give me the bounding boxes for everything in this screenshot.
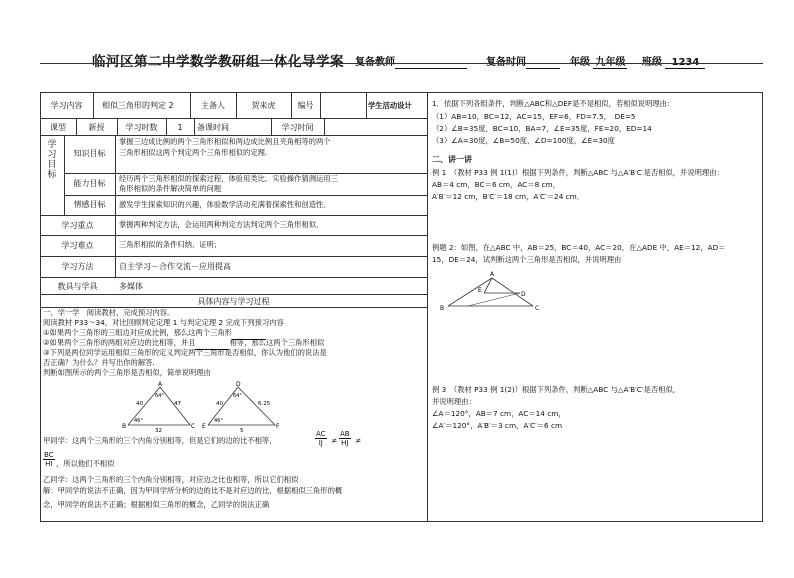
process-line-7: 判断如图所示的两个三角形是否相似，简单说明理由 [43,368,211,377]
row-line [64,195,427,196]
tri2-top-angle: 64° [233,393,242,399]
fraction-ac-denominator: IJ [318,439,323,447]
grade-label: 年级 [570,57,590,68]
tri1-side-base: 32 [155,428,162,432]
hours-label: 学习时数 [125,123,158,132]
row-line [40,135,427,136]
process-line-5: ③下列是两位同学运用相似三角形的定义判定两个三角形是否相似，你认为他们的说法是 [43,348,327,357]
triangles-figure [110,380,310,432]
fig-vertex-a: A [490,271,495,278]
row-line [40,277,427,278]
not-equal-sign-2: ≠ [355,436,362,445]
process-line-1: 一、学一学 阅读教材，完成预习内容。 [43,308,175,317]
cell-line [115,135,116,277]
content-label: 学习内容 [50,101,83,110]
student-jia-statement: 甲同学：这两个三角形的三个内角分别相等，但是它们的边的比不相等， [43,436,277,445]
answer-line-1: 解：甲同学的说法不正确，因为甲同学所分析的边的比不是对应边的比，根据相似三角形的概 [43,486,343,495]
row-line [40,256,427,257]
fig-vertex-d: D [521,291,526,298]
row-line [40,215,427,216]
example-3-line-4: ∠A′＝120°，A′B′＝3 cm，A′C′＝6 cm [432,421,563,430]
row-line [40,294,427,295]
knowledge-goal-label: 知识目标 [73,149,106,158]
tri1-vertex-a: A [158,381,163,388]
knowledge-goal-line-1: 掌握三边成比例的两个三角形相似和两边成比例且夹角相等的两个 [119,137,331,146]
fraction-bc-denominator: HI [45,460,53,468]
example-2-figure [438,268,548,313]
cell-line [324,118,325,135]
class-value: 1234 [665,57,705,69]
class-field [642,53,705,69]
prep-teacher-field [355,53,467,69]
tri1-top-angle: 64° [155,393,164,399]
type-value: 新授 [88,123,105,132]
right-q1-c: （3）∠A=30度，∠B=50度，∠D=100度，∠E=30度 [432,136,615,145]
content-value: 相似三角形的判定 2 [102,101,174,110]
tri2-vertex-f: F [276,423,280,430]
difficulty-label: 学习难点 [61,241,94,250]
right-q1-a: （1）AB=10，BC=12，AC=15，EF=6，FD=7.5， DE=5 [432,112,636,121]
ability-goal-line-2: 角形相似的条件解决简单的问题 [119,184,222,193]
fig-vertex-e: E [478,287,482,294]
focus-label: 学习重点 [61,221,94,230]
process-line-4-suffix: 相等，那么这两个三角形相似 [229,338,325,347]
process-heading: 具体内容与学习过程 [197,297,270,306]
fig-vertex-b: B [440,305,445,312]
difficulty-value: 三角形相似的条件归纳、证明； [119,240,222,249]
tri1-vertex-b: B [122,423,127,430]
tri2-base-angle: 46° [214,418,223,424]
example-1-line-1: 例 1 （教材 P33 例 1(1)）根据下列条件，判断△ABC 与△A′B′C′是否相似，并说明理由： [432,168,724,177]
cell-line [320,92,321,118]
right-q1: 1．依据下列各组条件，判断△ABC和△DEF是不是相似，若相似说明理由： [432,99,675,108]
section-two-heading: 二、讲一讲 [432,155,472,164]
process-line-3-text: ①如果两个三角形的三组边对应成比例，那么这两个三角形 [43,328,232,337]
right-q1-b: （2）∠B=35度，BC=10，BA=7，∠E=35度，FE=20，ED=14 [432,124,652,133]
example-3-line-3: ∠A＝120°，AB＝7 cm，AC＝14 cm， [432,409,566,418]
focus-value: 掌握两种判定方法，会运用两种判定方法判定两个三角形相似． [119,220,324,229]
prep-time-cell-label: 备课时间 [197,123,229,132]
fraction-ab-hj [339,430,351,447]
fraction-ab-denominator: HJ [341,439,349,447]
tri2-vertex-e: E [202,423,206,430]
not-equal-sign-1: ≠ [331,436,338,445]
header-rule [40,63,763,64]
tri1-vertex-c: C [191,423,196,430]
cell-line [366,92,367,118]
answer-line-2: 念，甲同学的说法不正确；根据相似三角形的概念，乙同学的说法正确 [43,500,270,509]
knowledge-goal-line-2: 三角形相似这两个判定两个三角形相似的定理. [119,148,268,157]
fraction-ab-numerator: AB [340,430,350,438]
example-2-line-2: 15，DE＝24，试判断这两个三角形是否相似，并说明理由 [432,255,622,264]
ability-goal-line-1: 经历两个三角形相似的探索过程，体验用类比、实验操作猜测运用三 [119,174,338,183]
method-value: 自主学习－合作交流－应用提高 [119,262,231,271]
tools-value: 多媒体 [119,282,143,291]
fraction-ac-ij [315,430,327,447]
goals-label: 学 习 目 标 [47,140,57,180]
student-yi-statement: 乙同学：这两个三角形的三个内角分别相等，对应边之比也相等，所以它们相似 [43,475,299,484]
tri2-vertex-d: D [236,381,241,388]
class-label: 班级 [642,57,662,68]
emotion-goal-label: 情感目标 [73,200,106,209]
tools-label: 教具与学具 [57,282,98,291]
number-label: 编号 [297,101,314,110]
hours-value: 1 [177,123,183,132]
process-line-6: 否正确？为什么？并写出你的解答. [43,358,155,367]
emotion-goal-line-1: 激发学生探索知识的兴趣，体验数学活动充满着探索性和创造性． [119,200,331,209]
tri2-side-base: 5 [240,428,244,432]
presenter-label: 主备人 [201,101,225,110]
student-jia-conclusion: ，所以他们不相似 [56,459,115,468]
fraction-bc-hi [43,451,55,468]
fraction-bc-numerator: BC [44,451,54,459]
tri2-side-left: 40 [216,401,223,407]
prep-teacher-label: 复备教师 [355,57,395,68]
tri1-base-angle: 46° [134,418,143,424]
student-activity-label: 学生活动设计 [368,101,412,110]
example-3-line-2: 并说明理由： [432,397,476,406]
prep-time-label: 复备时间 [486,57,526,68]
cell-line [93,92,94,118]
fraction-ac-numerator: AC [316,430,326,438]
fig-vertex-c: C [535,305,540,312]
ability-goal-label: 能力目标 [73,179,106,188]
row-line [40,118,427,119]
page-title: 临河区第二中学数学教研组一体化导学案 [92,54,344,70]
example-1-line-3: A′B′＝12 cm，B′C′＝18 cm，A′C′＝24 cm． [432,192,585,201]
example-2-line-1: 例题 2：如图，在△ABC 中，AB＝25，BC＝40，AC＝20，在△ADE 中，AE＝12，AD＝ [432,243,726,252]
prep-time-field [486,53,560,69]
type-label: 课型 [50,123,66,132]
process-line-2: 阅读教材 P33～34，对比回顾判定定理 1 与判定定理 2 完成下列预习内容 [43,318,284,327]
tri1-side-right: 47 [174,401,181,407]
tri1-side-left: 40 [136,401,143,407]
row-line [40,235,427,236]
study-time-label: 学习时间 [281,123,314,132]
method-label: 学习方法 [61,262,94,271]
example-1-line-2: AB＝4 cm，BC＝6 cm，AC＝8 cm， [432,180,560,189]
column-divider [427,92,428,522]
cell-line [194,118,195,135]
grade-field [570,53,627,69]
example-3-line-1: 例 3 （教材 P33 例 1(2)）根据下列条件，判断△ABC 与△A′B′C′是否相似， [432,385,681,394]
grade-value: 九年级 [593,53,627,69]
presenter-value: 贺来虎 [251,101,276,110]
tri2-side-right: 6.25 [258,401,271,407]
process-line-4-text: ②如果两个三角形的两组对应边的比相等，并且 [43,338,196,347]
